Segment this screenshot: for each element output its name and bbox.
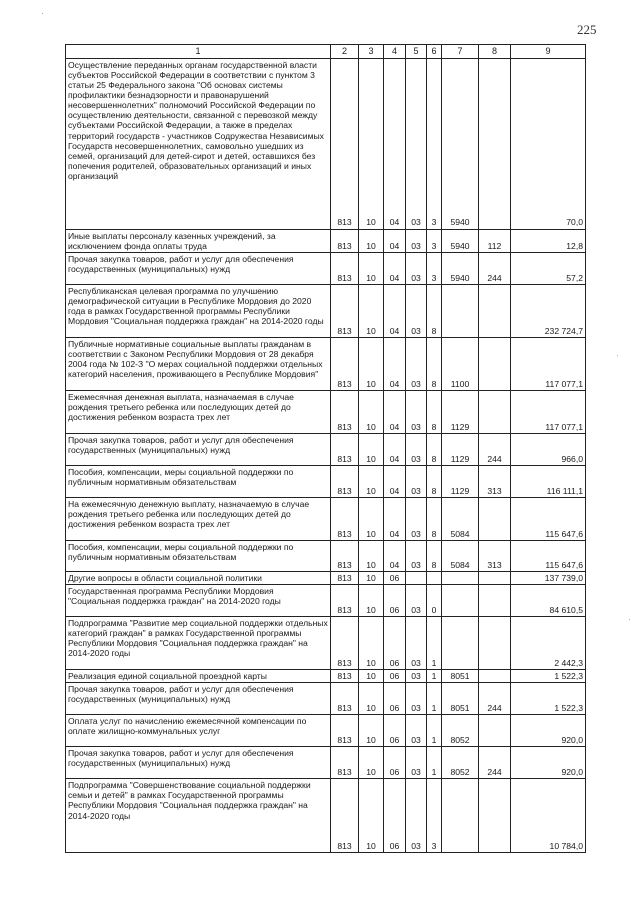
code-subsection-cell: 06 [384, 670, 406, 683]
code-subprogram-cell: 1 [427, 670, 442, 683]
row-sum-cell: 2 442,3 [511, 617, 586, 670]
row-sum-cell: 115 647,6 [511, 497, 586, 540]
code-target-cell [442, 284, 479, 337]
code-expense-type-cell [479, 617, 511, 670]
row-name-cell: Публичные нормативные социальные выплаты гражданам в соответствии с Законом Республики Мордовия от 28 декабря 2004 года № 102-З "О мерах социальной поддержки отдельных категорий населения, проживающего в Республике Мордовия" [66, 337, 331, 390]
row-name-cell: Подпрограмма "Совершенствование социальной поддержки семьи и детей" в рамках Государственной программы Республики Мордовия "Социальная поддержка граждан" на 2014-2020 годы [66, 779, 331, 853]
code-target-cell [442, 779, 479, 853]
code-expense-type-cell [479, 337, 511, 390]
code-gp-cell: 813 [331, 617, 359, 670]
header-cell: 3 [359, 45, 384, 59]
code-program-cell: 03 [406, 715, 427, 747]
code-subprogram-cell: 3 [427, 779, 442, 853]
code-gp-cell: 813 [331, 779, 359, 853]
code-program-cell: 03 [406, 585, 427, 617]
row-sum-cell: 1 522,3 [511, 683, 586, 715]
code-program-cell: 03 [406, 252, 427, 284]
table-row [66, 433, 586, 465]
row-name-cell: Пособия, компенсации, меры социальной поддержки по публичным нормативным обязательствам [66, 540, 331, 571]
code-section-cell: 10 [359, 390, 384, 433]
code-subsection-cell: 04 [384, 465, 406, 497]
code-expense-type-cell [479, 390, 511, 433]
header-cell: 1 [66, 45, 331, 59]
code-subprogram-cell: 8 [427, 433, 442, 465]
table-row [66, 252, 586, 284]
code-expense-type-cell: 244 [479, 252, 511, 284]
code-subprogram-cell: 8 [427, 390, 442, 433]
code-expense-type-cell [479, 715, 511, 747]
row-name-cell: Прочая закупка товаров, работ и услуг для обеспечения государственных (муниципальных) нужд [66, 747, 331, 779]
scan-mark: · [41, 8, 44, 18]
row-sum-cell: 137 739,0 [511, 571, 586, 584]
row-sum-cell: 117 077,1 [511, 390, 586, 433]
code-gp-cell: 813 [331, 540, 359, 571]
code-target-cell [442, 585, 479, 617]
code-section-cell: 10 [359, 747, 384, 779]
code-target-cell: 8051 [442, 670, 479, 683]
row-name-cell: Осуществление переданных органам государственной власти субъектов Российской Федерации в соответствии с пунктом 3 статьи 25 Федерального закона "Об основах системы профилактики безнадзорности и правонарушений несовершеннолетних" полномочий Российской Федерации по осуществлению деятельности, связанной с перевозкой между субъектами Российской Федерации, а также в пределах территорий государств - участников Содружества Независимых Государств несовершеннолетних, самовольно ушедших из семей, организаций для детей-сирот и детей, оставшихся без попечения родителей, образовательных организаций и иных организаций [66, 58, 331, 229]
code-target-cell: 8052 [442, 747, 479, 779]
code-subsection-cell: 04 [384, 284, 406, 337]
row-sum-cell: 920,0 [511, 747, 586, 779]
row-sum-cell: 10 784,0 [511, 779, 586, 853]
row-sum-cell: 920,0 [511, 715, 586, 747]
code-subprogram-cell [427, 571, 442, 584]
code-gp-cell: 813 [331, 337, 359, 390]
table-row [66, 337, 586, 390]
code-section-cell: 10 [359, 284, 384, 337]
code-program-cell: 03 [406, 433, 427, 465]
code-gp-cell: 813 [331, 229, 359, 252]
row-sum-cell: 57,2 [511, 252, 586, 284]
table-row [66, 585, 586, 617]
code-gp-cell: 813 [331, 58, 359, 229]
row-name-cell: Подпрограмма "Развитие мер социальной поддержки отдельных категорий граждан" в рамках Государственной программы Республики Мордовия "Социальная поддержка граждан" на 2014-2020 годы [66, 617, 331, 670]
code-program-cell: 03 [406, 229, 427, 252]
code-section-cell: 10 [359, 540, 384, 571]
budget-table [65, 44, 586, 853]
code-expense-type-cell: 112 [479, 229, 511, 252]
code-subsection-cell: 06 [384, 585, 406, 617]
code-subsection-cell: 04 [384, 229, 406, 252]
code-gp-cell: 813 [331, 252, 359, 284]
code-program-cell: 03 [406, 390, 427, 433]
code-expense-type-cell: 313 [479, 465, 511, 497]
code-program-cell: 03 [406, 465, 427, 497]
code-section-cell: 10 [359, 229, 384, 252]
code-target-cell: 5084 [442, 540, 479, 571]
table-row [66, 540, 586, 571]
code-target-cell [442, 617, 479, 670]
code-program-cell: 03 [406, 540, 427, 571]
code-target-cell: 1100 [442, 337, 479, 390]
row-name-cell: Реализация единой социальной проездной карты [66, 670, 331, 683]
code-program-cell: 03 [406, 284, 427, 337]
code-gp-cell: 813 [331, 433, 359, 465]
code-subprogram-cell: 8 [427, 497, 442, 540]
code-section-cell: 10 [359, 715, 384, 747]
code-program-cell: 03 [406, 779, 427, 853]
code-subprogram-cell: 3 [427, 58, 442, 229]
scan-mark: · [628, 614, 631, 624]
table-row [66, 390, 586, 433]
header-cell: 6 [427, 45, 442, 59]
code-subsection-cell: 04 [384, 540, 406, 571]
row-sum-cell: 116 111,1 [511, 465, 586, 497]
table-row [66, 58, 586, 229]
code-program-cell [406, 571, 427, 584]
code-program-cell: 03 [406, 497, 427, 540]
header-cell: 2 [331, 45, 359, 59]
row-name-cell: Государственная программа Республики Мордовия "Социальная поддержка граждан" на 2014-2020 годы [66, 585, 331, 617]
code-program-cell: 03 [406, 670, 427, 683]
code-gp-cell: 813 [331, 465, 359, 497]
code-program-cell: 03 [406, 747, 427, 779]
code-expense-type-cell: 244 [479, 433, 511, 465]
code-target-cell: 1129 [442, 465, 479, 497]
row-name-cell: Прочая закупка товаров, работ и услуг для обеспечения государственных (муниципальных) нужд [66, 683, 331, 715]
table-row [66, 747, 586, 779]
code-target-cell: 1129 [442, 390, 479, 433]
code-expense-type-cell [479, 58, 511, 229]
code-gp-cell: 813 [331, 585, 359, 617]
code-target-cell: 5940 [442, 252, 479, 284]
table-row [66, 670, 586, 683]
code-subprogram-cell: 8 [427, 465, 442, 497]
table-row [66, 683, 586, 715]
code-section-cell: 10 [359, 465, 384, 497]
code-subsection-cell: 04 [384, 433, 406, 465]
code-gp-cell: 813 [331, 715, 359, 747]
code-section-cell: 10 [359, 337, 384, 390]
code-subprogram-cell: 1 [427, 715, 442, 747]
code-program-cell: 03 [406, 58, 427, 229]
code-subprogram-cell: 1 [427, 747, 442, 779]
table-row [66, 284, 586, 337]
page-number: 225 [577, 22, 597, 37]
code-target-cell: 5084 [442, 497, 479, 540]
row-name-cell: Ежемесячная денежная выплата, назначаемая в случае рождения третьего ребенка или последующих детей до достижения ребенком возраста трех лет [66, 390, 331, 433]
code-subsection-cell: 06 [384, 715, 406, 747]
table-row [66, 571, 586, 584]
code-expense-type-cell [479, 670, 511, 683]
row-name-cell: На ежемесячную денежную выплату, назначаемую в случае рождения третьего ребенка или последующих детей до достижения ребенком возраста трех лет [66, 497, 331, 540]
row-name-cell: Республиканская целевая программа по улучшению демографической ситуации в Республике Мордовия до 2020 года в рамках Государственной программы Республики Мордовия "Социальная поддержка граждан" на 2014-2020 годы [66, 284, 331, 337]
header-cell: 7 [442, 45, 479, 59]
row-sum-cell: 115 647,6 [511, 540, 586, 571]
code-expense-type-cell [479, 284, 511, 337]
code-section-cell: 10 [359, 683, 384, 715]
code-subsection-cell: 04 [384, 252, 406, 284]
code-expense-type-cell [479, 585, 511, 617]
code-gp-cell: 813 [331, 670, 359, 683]
scan-mark: · [616, 350, 619, 360]
code-expense-type-cell [479, 497, 511, 540]
code-section-cell: 10 [359, 433, 384, 465]
code-expense-type-cell [479, 779, 511, 853]
code-section-cell: 10 [359, 670, 384, 683]
code-target-cell [442, 571, 479, 584]
header-cell: 9 [511, 45, 586, 59]
header-cell: 4 [384, 45, 406, 59]
code-gp-cell: 813 [331, 284, 359, 337]
code-subsection-cell: 06 [384, 683, 406, 715]
code-section-cell: 10 [359, 779, 384, 853]
code-subsection-cell: 06 [384, 571, 406, 584]
code-subprogram-cell: 1 [427, 617, 442, 670]
code-subprogram-cell: 1 [427, 683, 442, 715]
code-section-cell: 10 [359, 585, 384, 617]
row-sum-cell: 966,0 [511, 433, 586, 465]
row-name-cell: Оплата услуг по начислению ежемесячной компенсации по оплате жилищно-коммунальных услуг [66, 715, 331, 747]
row-sum-cell: 1 522,3 [511, 670, 586, 683]
code-target-cell: 8052 [442, 715, 479, 747]
code-gp-cell: 813 [331, 747, 359, 779]
table-row [66, 715, 586, 747]
code-target-cell: 5940 [442, 58, 479, 229]
code-section-cell: 10 [359, 617, 384, 670]
row-name-cell: Прочая закупка товаров, работ и услуг для обеспечения государственных (муниципальных) нужд [66, 433, 331, 465]
code-gp-cell: 813 [331, 390, 359, 433]
header-cell: 8 [479, 45, 511, 59]
row-name-cell: Пособия, компенсации, меры социальной поддержки по публичным нормативным обязательствам [66, 465, 331, 497]
code-section-cell: 10 [359, 497, 384, 540]
code-expense-type-cell: 313 [479, 540, 511, 571]
code-expense-type-cell [479, 571, 511, 584]
code-subprogram-cell: 8 [427, 540, 442, 571]
code-subprogram-cell: 8 [427, 284, 442, 337]
row-sum-cell: 70,0 [511, 58, 586, 229]
code-program-cell: 03 [406, 683, 427, 715]
row-sum-cell: 232 724,7 [511, 284, 586, 337]
code-expense-type-cell: 244 [479, 683, 511, 715]
code-gp-cell: 813 [331, 683, 359, 715]
code-subprogram-cell: 3 [427, 252, 442, 284]
row-name-cell: Прочая закупка товаров, работ и услуг для обеспечения государственных (муниципальных) нужд [66, 252, 331, 284]
row-sum-cell: 84 610,5 [511, 585, 586, 617]
code-subsection-cell: 04 [384, 58, 406, 229]
header-cell: 5 [406, 45, 427, 59]
code-subsection-cell: 04 [384, 390, 406, 433]
code-subsection-cell: 06 [384, 779, 406, 853]
code-section-cell: 10 [359, 252, 384, 284]
code-gp-cell: 813 [331, 497, 359, 540]
row-name-cell: Другие вопросы в области социальной политики [66, 571, 331, 584]
table-header-row [66, 45, 586, 59]
code-section-cell: 10 [359, 58, 384, 229]
row-name-cell: Иные выплаты персоналу казенных учреждений, за исключением фонда оплаты труда [66, 229, 331, 252]
row-sum-cell: 117 077,1 [511, 337, 586, 390]
code-expense-type-cell: 244 [479, 747, 511, 779]
code-subprogram-cell: 3 [427, 229, 442, 252]
table-row [66, 229, 586, 252]
code-subsection-cell: 04 [384, 337, 406, 390]
code-section-cell: 10 [359, 571, 384, 584]
row-sum-cell: 12,8 [511, 229, 586, 252]
code-subsection-cell: 06 [384, 617, 406, 670]
code-target-cell: 5940 [442, 229, 479, 252]
table-row [66, 617, 586, 670]
code-target-cell: 8051 [442, 683, 479, 715]
code-program-cell: 03 [406, 337, 427, 390]
code-target-cell: 1129 [442, 433, 479, 465]
table-row [66, 497, 586, 540]
table-row [66, 465, 586, 497]
code-gp-cell: 813 [331, 571, 359, 584]
code-subsection-cell: 06 [384, 747, 406, 779]
table-row [66, 779, 586, 853]
code-subprogram-cell: 8 [427, 337, 442, 390]
code-program-cell: 03 [406, 617, 427, 670]
code-subprogram-cell: 0 [427, 585, 442, 617]
code-subsection-cell: 04 [384, 497, 406, 540]
